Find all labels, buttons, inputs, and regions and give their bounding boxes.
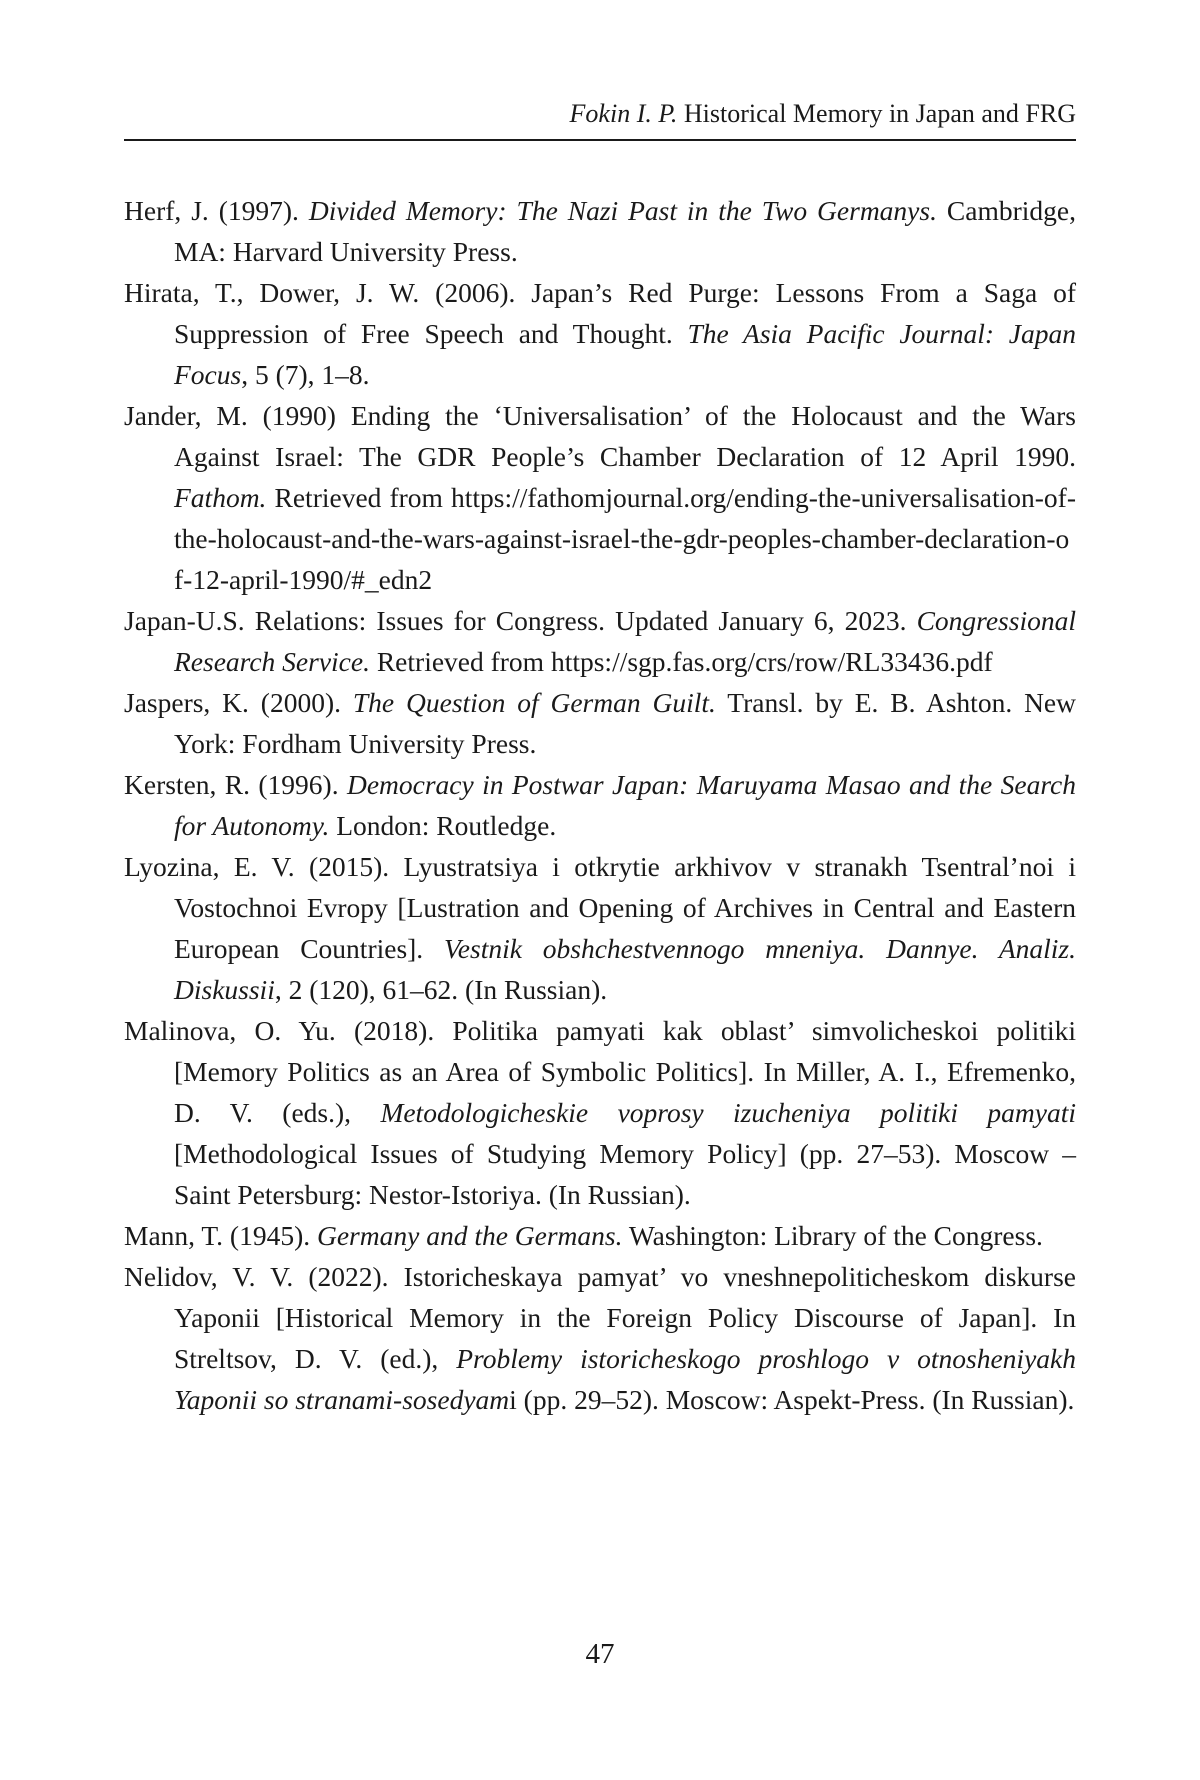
ref-text: [Methodological Issues of Studying Memory Policy] (pp. 27–53). Moscow – Saint Petersburg: Nestor-Istoriya. (In Russian). (174, 1138, 1076, 1210)
reference-nelidov-2022 (124, 1256, 1076, 1420)
running-head-author: Fokin I. P. (569, 99, 678, 128)
ref-title: Problemy istoricheskogo proshlogo v otnosheniyakh Yaponii so stranami-sosedyam (174, 1343, 1076, 1415)
reference-malinova-2018 (124, 1010, 1076, 1215)
reference-hirata-dower-2006 (124, 272, 1076, 395)
ref-url-link[interactable]: https://fathomjournal.org/ending-the-universalisation-of-the-holocaust-and-the-wars-against-israel-the-gdr-peoples-chamber-declaration-of-12-april-1990/#_edn2 (174, 482, 1076, 595)
reference-herf-1997 (124, 190, 1076, 272)
ref-title: Fathom. (174, 482, 267, 513)
ref-text: Retrieved from (369, 646, 551, 677)
ref-text: London: Routledge. (329, 810, 557, 841)
reference-japan-us-relations-2023 (124, 600, 1076, 682)
ref-title: Metodologicheskie voprosy izucheniya politiki pamyati (380, 1097, 1076, 1128)
running-head (124, 96, 1076, 132)
ref-text: Jaspers, K. (2000). (124, 687, 353, 718)
ref-title: The Asia Pacific Journal: Japan Focus (174, 318, 1076, 390)
ref-text: Mann, T. (1945). (124, 1220, 317, 1251)
ref-text: Transl. by E. B. Ashton. New York: Fordham University Press. (174, 687, 1076, 759)
running-head-title: Historical Memory in Japan and FRG (683, 99, 1076, 128)
ref-text: Washington: Library of the Congress. (622, 1220, 1043, 1251)
ref-text: Malinova, O. Yu. (2018). Politika pamyati kak oblast’ simvolicheskoi politiki [Memory Politics as an Area of Symbolic Politics]. In Miller, A. I., Efremenko, D. V. (eds.), (124, 1015, 1076, 1128)
reference-jaspers-2000 (124, 682, 1076, 764)
ref-title: Vestnik obshchestvennogo mneniya. Dannye. Analiz. Diskussii (174, 933, 1076, 1005)
ref-text: Herf, J. (1997). (124, 195, 309, 226)
ref-text: , 5 (7), 1–8. (241, 359, 370, 390)
ref-text: Jander, M. (1990) Ending the ‘Universalisation’ of the Holocaust and the Wars Against Israel: The GDR People’s Chamber Declaration of 12 April 1990. (124, 400, 1076, 472)
ref-text: Retrieved from (266, 482, 452, 513)
ref-text: Nelidov, V. V. (2022). Istoricheskaya pamyat’ vo vneshnepoliticheskom diskurse Yaponii [Historical Memory in the Foreign Policy Discourse of Japan]. In Streltsov, D. V. (ed.), (124, 1261, 1076, 1374)
ref-title: Democracy in Postwar Japan: Maruyama Masao and the Search for Autonomy. (174, 769, 1076, 841)
ref-text: Hirata, T., Dower, J. W. (2006). Japan’s Red Purge: Lessons From a Saga of Suppression of Free Speech and Thought. (124, 277, 1076, 349)
ref-title: Congressional Research Service. (174, 605, 1076, 677)
page-number: 47 (585, 1638, 615, 1670)
reference-kersten-1996 (124, 764, 1076, 846)
header-rule (124, 139, 1076, 141)
ref-title: The Question of German Guilt. (352, 687, 716, 718)
ref-text: Japan-U.S. Relations: Issues for Congress. Updated January 6, 2023. (124, 605, 917, 636)
ref-text: Cambridge, MA: Harvard University Press. (174, 195, 1076, 267)
reference-jander-1990 (124, 395, 1076, 600)
ref-text: , 2 (120), 61–62. (In Russian). (274, 974, 608, 1005)
ref-title: Divided Memory: The Nazi Past in the Two Germanys. (308, 195, 937, 226)
ref-url-link[interactable]: https://sgp.fas.org/crs/row/RL33436.pdf (550, 646, 993, 677)
ref-title: Germany and the Germans. (316, 1220, 623, 1251)
reference-list (124, 190, 1076, 1420)
ref-text: i (pp. 29–52). Moscow: Aspekt-Press. (In Russian). (509, 1384, 1075, 1415)
ref-text: Lyozina, E. V. (2015). Lyustratsiya i otkrytie arkhivov v stranakh Tsentral’noi i Vostochnoi Evropy [Lustration and Opening of Archives in Central and Eastern European Countries]. (124, 851, 1076, 964)
reference-lyozina-2015 (124, 846, 1076, 1010)
ref-text: Kersten, R. (1996). (124, 769, 347, 800)
reference-mann-1945 (124, 1215, 1076, 1256)
